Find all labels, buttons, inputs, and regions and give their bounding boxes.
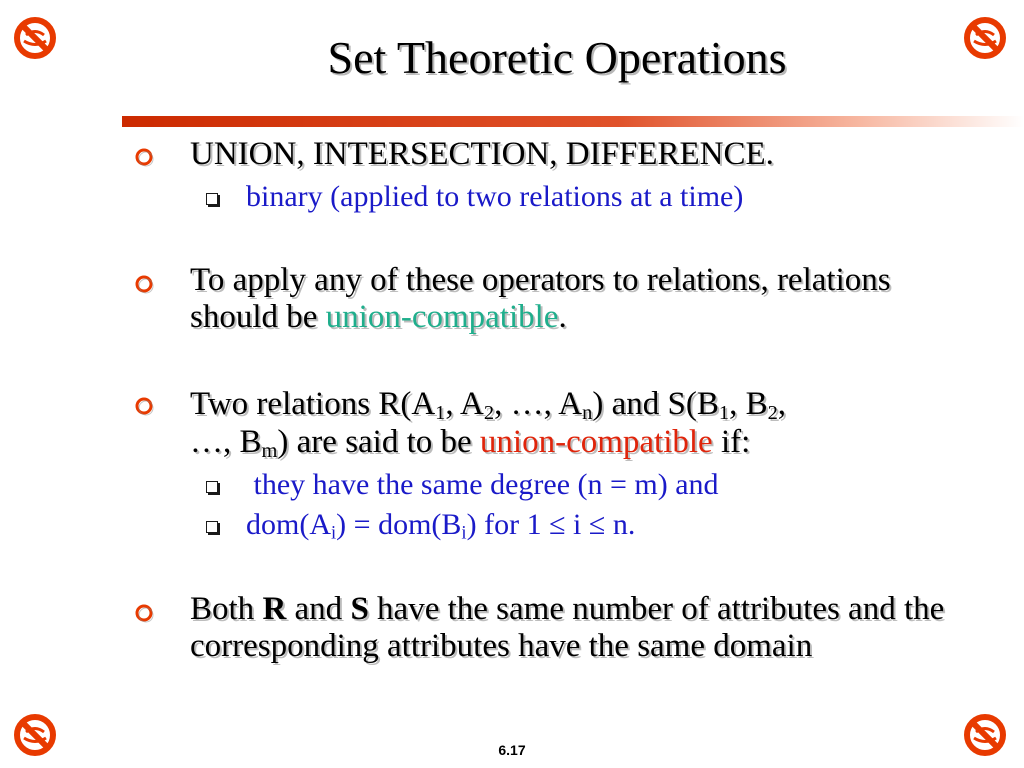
title-underline: [122, 116, 1024, 127]
circle-bullet-icon: [134, 147, 154, 167]
circle-bullet-icon: [134, 274, 154, 294]
union-compatible-term: union-compatible: [479, 424, 713, 460]
bullet-3-line-2: [190, 424, 990, 461]
text-run: , …, A: [494, 386, 583, 422]
text-run: Two relations R(A: [190, 386, 436, 422]
text-run: have the same number of attributes and the corresponding attributes have the same domain: [190, 591, 945, 664]
bullet-1-text: UNION, INTERSECTION, DIFFERENCE.: [190, 136, 774, 172]
bullet-3-sub-2: [246, 508, 635, 542]
slide-title: Set Theoretic Operations: [327, 32, 787, 83]
bullet-2-text-after: .: [558, 299, 567, 335]
bullet-2-text-before: To apply any of these operators to relations, relations should be: [190, 262, 891, 335]
subscript: 2: [767, 402, 778, 425]
text-run: , B: [729, 386, 768, 422]
text-run: if:: [712, 424, 751, 460]
bullet-1-sub-1: binary (applied to two relations at a time): [246, 180, 744, 213]
subscript: i: [331, 522, 337, 544]
subscript: 2: [483, 402, 495, 425]
text-run: Both: [190, 591, 263, 627]
circle-bullet-icon: [134, 396, 154, 416]
text-run: ,: [777, 386, 787, 422]
text-run: ) for 1 ≤ i ≤ n.: [466, 508, 636, 541]
text-run: ) = dom(B: [336, 508, 462, 541]
subscript: 1: [435, 402, 446, 425]
text-run: , A: [445, 386, 484, 422]
page-number: 6.17: [498, 742, 526, 758]
square-bullet-icon: [206, 521, 218, 533]
circle-bullet-icon: [134, 603, 154, 623]
relation-r: R: [262, 591, 287, 627]
text-run: ) are said to be: [277, 424, 480, 460]
relation-s: S: [350, 591, 369, 627]
bullet-4-text: [190, 591, 960, 665]
text-run: dom(A: [246, 508, 331, 541]
square-bullet-icon: [206, 481, 218, 493]
bullet-3-line-1: [190, 386, 990, 423]
text-run: ) and S(B: [592, 386, 719, 422]
square-bullet-icon: [206, 193, 218, 205]
text-run: and: [286, 591, 351, 627]
subscript: m: [261, 440, 278, 463]
text-run: …, B: [190, 424, 262, 460]
union-compatible-term: union-compatible: [325, 299, 559, 335]
bullet-2-text: [190, 262, 930, 336]
subscript: i: [461, 522, 467, 544]
subscript: 1: [718, 402, 730, 425]
subscript: n: [582, 402, 593, 425]
bullet-3-sub-1: they have the same degree (n = m) and: [246, 468, 719, 501]
